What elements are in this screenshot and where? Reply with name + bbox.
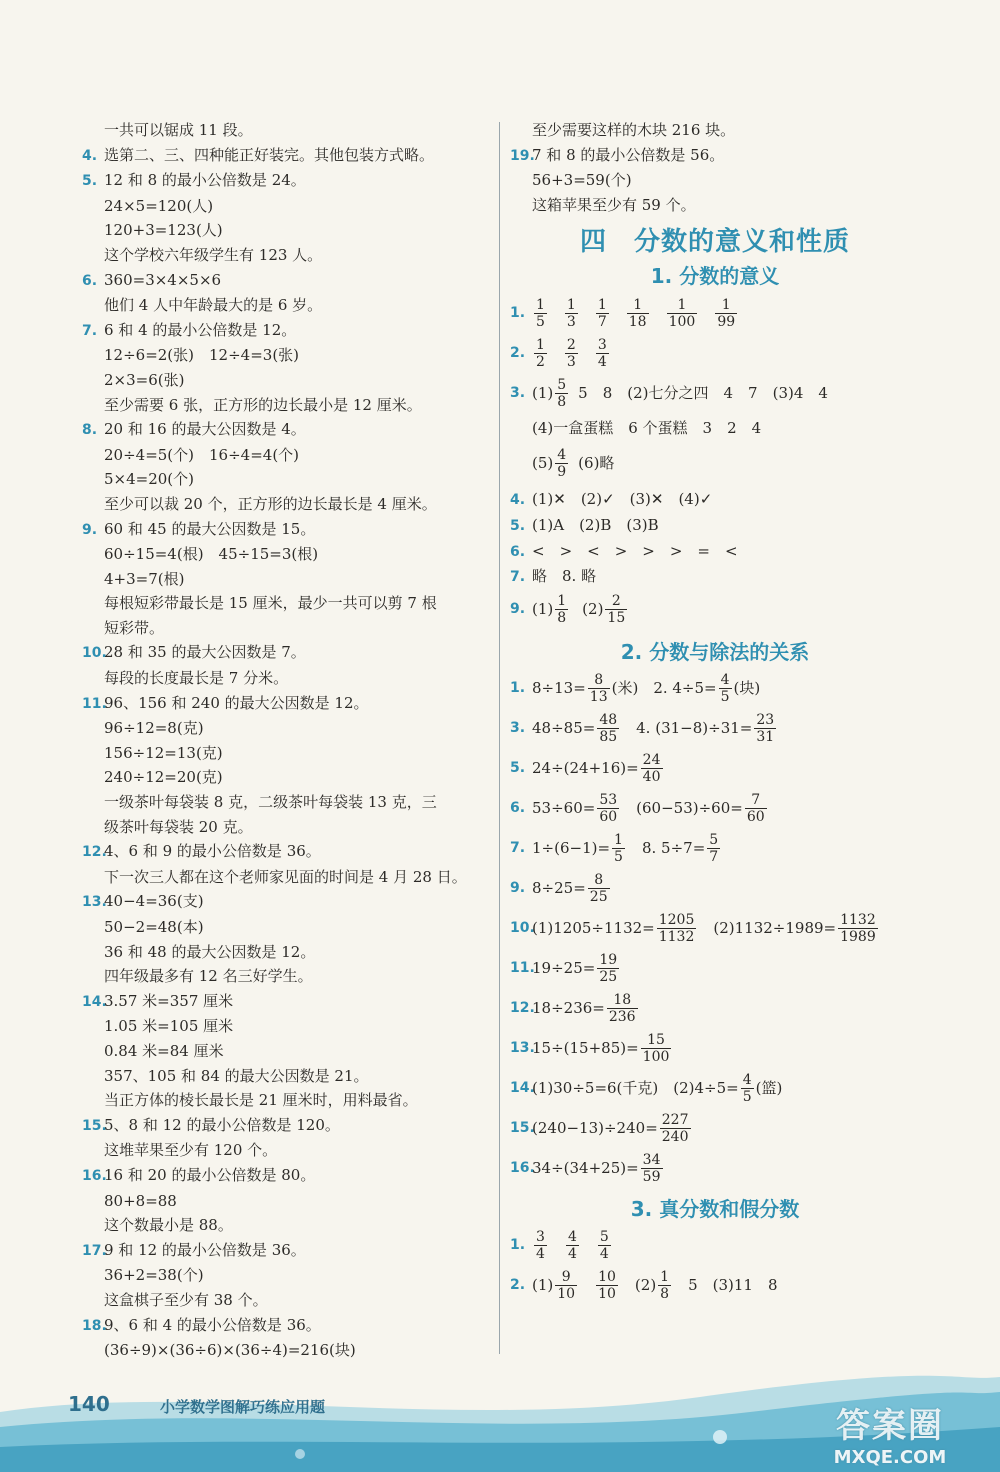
- answer-line: 36 和 48 的最大公因数是 12。: [104, 942, 316, 961]
- answer-line: 他们 4 人中年龄最大的是 6 岁。: [104, 296, 323, 315]
- answer-line: 级茶叶每袋装 20 克。: [104, 817, 253, 836]
- fraction: $\frac{1}{5}$: [536, 296, 545, 330]
- answer-line: (36÷9)×(36÷6)×(36÷4)=216(块): [104, 1341, 356, 1360]
- page-number: 140: [68, 1392, 110, 1416]
- fraction: $\frac{4}{5}$: [742, 1072, 752, 1106]
- answer-item: 5. 12 和 8 的最小公倍数是 24。: [82, 168, 492, 194]
- section-title-2: 2. 分数与除法的关系: [620, 639, 810, 664]
- fraction: $\frac{15}{100}$: [642, 1032, 670, 1066]
- answer-item: 9. 60 和 45 的最大公因数是 15。: [82, 517, 492, 543]
- item-number: 12.: [82, 844, 107, 861]
- fraction: $\frac{3}{4}$: [597, 336, 607, 370]
- fraction: $\frac{9}{10}$: [557, 1269, 576, 1303]
- answer-line: 至少需要 6 张，正方形的边长最小是 12 厘米。: [104, 395, 422, 414]
- answer-item: 18.9、6 和 4 的最小公倍数是 36。: [82, 1313, 492, 1339]
- item-number: 7.: [82, 322, 98, 339]
- answer-item: 6. < > < > > > = <: [510, 541, 738, 560]
- watermark-logo: 答案圈 MXQE.COM: [833, 1406, 947, 1468]
- answer-item: 16. 34÷(34+25)= $\frac{34}{59}$: [510, 1152, 661, 1186]
- answer-item: 2. (1) $\frac{9}{10}$ $\frac{10}{10}$ (2) $\frac{1}{8}$ 5 (3)11 8: [510, 1269, 778, 1303]
- fraction: $\frac{1}{3}$: [566, 296, 576, 330]
- answer-item: 11. 19÷25= $\frac{19}{25}$: [510, 952, 618, 986]
- answer-line: 56+3=59(个): [532, 171, 632, 190]
- fraction: $\frac{3}{4}$: [536, 1229, 545, 1263]
- answer-line: 四年级最多有 12 名三好学生。: [104, 967, 313, 986]
- chapter-title: 四 分数的意义和性质: [579, 227, 850, 258]
- item-number: 15.: [82, 1117, 107, 1134]
- answer-item: 1. $\frac{1}{5}$ $\frac{1}{3}$ $\frac{1}{7}$ $\frac{1}{18}$ $\frac{1}{100}$ $\frac{1}{99}$: [510, 296, 736, 330]
- item-number: 9.: [82, 521, 98, 538]
- answer-item: 5. (1)A (2)B (3)B: [510, 515, 659, 534]
- fraction: $\frac{1}{8}$: [660, 1269, 670, 1303]
- answer-item: 7. 1÷(6−1)= $\frac{1}{5}$ 8. 5÷7= $\frac{5}{7}$: [510, 832, 719, 866]
- answer-line: 每段的长度最长是 7 分米。: [104, 669, 289, 688]
- fraction: $\frac{19}{25}$: [599, 952, 618, 986]
- answer-item: 12.4、6 和 9 的最小公倍数是 36。: [82, 839, 492, 865]
- answer-line: 156÷12=13(克): [104, 743, 223, 762]
- answer-item: 5. 24÷(24+16)= $\frac{24}{40}$: [510, 752, 661, 786]
- answer-line: 一共可以锯成 11 段。: [104, 121, 253, 139]
- fraction: $\frac{7}{60}$: [746, 792, 765, 826]
- fraction: $\frac{1}{100}$: [668, 296, 696, 330]
- fraction: $\frac{227}{240}$: [661, 1112, 689, 1146]
- answer-item: 17.9 和 12 的最小公倍数是 36。: [82, 1238, 492, 1264]
- item-number: 11.: [82, 695, 107, 712]
- fraction: $\frac{5}{7}$: [709, 832, 719, 866]
- answer-line: 357、105 和 84 的最大公因数是 21。: [104, 1066, 369, 1085]
- answer-line: 60÷15=4(根) 45÷15=3(根): [104, 545, 319, 564]
- answer-line: 36+2=38(个): [104, 1266, 204, 1285]
- fraction: $\frac{23}{31}$: [756, 712, 775, 746]
- answer-line: (5) $\frac{4}{9}$ (6)略: [532, 446, 615, 480]
- right-column: [510, 118, 920, 1306]
- answer-item: 13. 15÷(15+85)= $\frac{15}{100}$: [510, 1032, 670, 1066]
- answer-line: 5×4=20(个): [104, 470, 195, 489]
- answer-line: 当正方体的棱长最长是 21 厘米时，用料最省。: [104, 1091, 418, 1110]
- item-number: 6.: [82, 272, 98, 289]
- answer-item: 1. 8÷13= $\frac{8}{13}$ (米) 2. 4÷5= $\frac{4}{5}$ (块): [510, 672, 761, 706]
- answer-item: 3. (1) $\frac{5}{8}$ 5 8 (2)七分之四 4 7 (3)4 4: [510, 376, 828, 410]
- answer-line: 50−2=48(本): [104, 918, 204, 936]
- answer-item: 14. (1)30÷5=6(千克) (2)4÷5= $\frac{4}{5}$ (篮): [510, 1072, 783, 1106]
- answer-line: 这个数最小是 88。: [104, 1216, 233, 1235]
- answer-item: 11.96、156 和 240 的最大公因数是 12。: [82, 691, 492, 717]
- answer-item: 13.40−4=36(支): [82, 889, 492, 915]
- answer-item: 10.28 和 35 的最大公因数是 7。: [82, 640, 492, 666]
- item-number: 5.: [82, 173, 98, 190]
- answer-line: 这盒棋子至少有 38 个。: [104, 1290, 268, 1309]
- fraction: $\frac{5}{8}$: [557, 376, 567, 410]
- column-divider: [499, 122, 500, 1354]
- fraction: $\frac{1}{99}$: [717, 296, 736, 330]
- answer-line: 240÷12=20(克): [104, 768, 223, 787]
- fraction: $\frac{1}{8}$: [557, 593, 567, 627]
- answer-line: 4+3=7(根): [104, 569, 185, 588]
- answer-item: 7. 略 8. 略: [510, 567, 597, 586]
- answer-line: (4)一盒蛋糕 6 个蛋糕 3 2 4: [532, 419, 762, 438]
- answer-line: 这堆苹果至少有 120 个。: [104, 1141, 278, 1160]
- answer-line: 一级茶叶每袋装 8 克，二级茶叶每袋装 13 克，三: [104, 793, 437, 812]
- answer-line: 这箱苹果至少有 59 个。: [532, 195, 696, 214]
- fraction: $\frac{53}{60}$: [599, 792, 618, 826]
- answer-item: 14.3.57 米=357 厘米: [82, 989, 492, 1015]
- item-number: 19.: [510, 147, 535, 164]
- item-number: 4.: [82, 147, 98, 164]
- answer-item: 2. $\frac{1}{2}$ $\frac{2}{3}$ $\frac{3}{4}$: [510, 336, 607, 370]
- answer-line: 至少需要这样的木块 216 块。: [532, 121, 736, 139]
- answer-item: 15. (240−13)÷240= $\frac{227}{240}$: [510, 1112, 689, 1146]
- item-number: 8.: [82, 422, 98, 439]
- book-title: 小学数学图解巧练应用题: [160, 1398, 326, 1416]
- answer-item: 19.7 和 8 的最小公倍数是 56。: [510, 143, 920, 169]
- fraction: $\frac{1}{7}$: [597, 296, 607, 330]
- fraction: $\frac{2}{3}$: [566, 336, 576, 370]
- item-number: 14.: [82, 993, 107, 1010]
- answer-line: 0.84 米=84 厘米: [104, 1041, 224, 1060]
- answer-item: 6. 360=3×4×5×6: [82, 268, 492, 294]
- answer-line: 短彩带。: [104, 618, 165, 637]
- fraction: $\frac{8}{25}$: [589, 872, 608, 906]
- fraction: $\frac{4}{4}$: [567, 1229, 577, 1263]
- answer-item: 8. 20 和 16 的最大公因数是 4。: [82, 417, 492, 443]
- answer-line: 96÷12=8(克): [104, 719, 204, 738]
- answer-line: 24×5=120(人): [104, 196, 214, 215]
- fraction: $\frac{2}{15}$: [607, 593, 626, 627]
- answer-item: 10. (1)1205÷1132= $\frac{1205}{1132}$ (2)1132÷1989= $\frac{1132}{1989}$: [510, 912, 876, 946]
- answer-line: 2×3=6(张): [104, 370, 185, 389]
- answer-line: 1.05 米=105 厘米: [104, 1017, 234, 1036]
- answer-item: 9. (1) $\frac{1}{8}$ (2) $\frac{2}{15}$: [510, 593, 626, 627]
- answer-line: 20÷4=5(个) 16÷4=4(个): [104, 445, 300, 464]
- fraction: $\frac{48}{85}$: [599, 712, 618, 746]
- fraction: $\frac{1}{5}$: [614, 832, 623, 866]
- item-number: 13.: [82, 894, 107, 911]
- answer-line: 80+8=88: [104, 1191, 177, 1210]
- fraction: $\frac{4}{9}$: [557, 446, 567, 480]
- fraction: $\frac{10}{10}$: [598, 1269, 616, 1303]
- answer-item: 9. 8÷25= $\frac{8}{25}$: [510, 872, 608, 906]
- answer-item: 12. 18÷236= $\frac{18}{236}$: [510, 992, 636, 1026]
- fraction: $\frac{1}{2}$: [536, 336, 545, 370]
- answer-item: 1. $\frac{3}{4}$ $\frac{4}{4}$ $\frac{5}{4}$: [510, 1229, 609, 1263]
- answer-line: 120+3=123(人): [104, 221, 223, 240]
- answer-item: 15.5、8 和 12 的最小公倍数是 120。: [82, 1113, 492, 1139]
- fraction: $\frac{1132}{1989}$: [840, 912, 876, 946]
- fraction: $\frac{1205}{1132}$: [658, 912, 695, 946]
- answer-line: 12÷6=2(张) 12÷4=3(张): [104, 346, 300, 365]
- fraction: $\frac{1}{18}$: [628, 296, 647, 330]
- left-column: [82, 118, 492, 1363]
- fraction: $\frac{24}{40}$: [642, 752, 661, 786]
- answer-item: 4. (1)✕ (2)✓ (3)✕ (4)✓: [510, 490, 713, 509]
- answer-item: 6. 53÷60= $\frac{53}{60}$ (60−53)÷60= $\frac{7}{60}$: [510, 792, 765, 826]
- answer-item: 7. 6 和 4 的最小公倍数是 12。: [82, 318, 492, 344]
- fraction: $\frac{18}{236}$: [608, 992, 636, 1026]
- answer-item: 3. 48÷85= $\frac{48}{85}$ 4. (31−8)÷31= $\frac{23}{31}$: [510, 712, 775, 746]
- item-number: 17.: [82, 1242, 107, 1259]
- fraction: $\frac{4}{5}$: [720, 672, 730, 706]
- section-title-1: 1. 分数的意义: [650, 264, 780, 289]
- item-number: 16.: [82, 1167, 107, 1184]
- answer-line: 每根短彩带最长是 15 厘米，最少一共可以剪 7 根: [104, 594, 437, 613]
- answer-line: 至少可以裁 20 个，正方形的边长最长是 4 厘米。: [104, 494, 437, 513]
- section-title-3: 3. 真分数和假分数: [630, 1196, 800, 1221]
- answer-line: 这个学校六年级学生有 123 人。: [104, 245, 323, 264]
- answer-item: 16.16 和 20 的最小公倍数是 80。: [82, 1163, 492, 1189]
- fraction: $\frac{5}{4}$: [599, 1229, 609, 1263]
- fraction: $\frac{8}{13}$: [589, 672, 608, 706]
- item-number: 10.: [82, 645, 107, 662]
- answer-item: 4. 选第二、三、四种能正好装完。其他包装方式略。: [82, 143, 492, 169]
- answer-line: 下一次三人都在这个老师家见面的时间是 4 月 28 日。: [104, 867, 467, 886]
- fraction: $\frac{34}{59}$: [642, 1152, 661, 1186]
- item-number: 18.: [82, 1317, 107, 1334]
